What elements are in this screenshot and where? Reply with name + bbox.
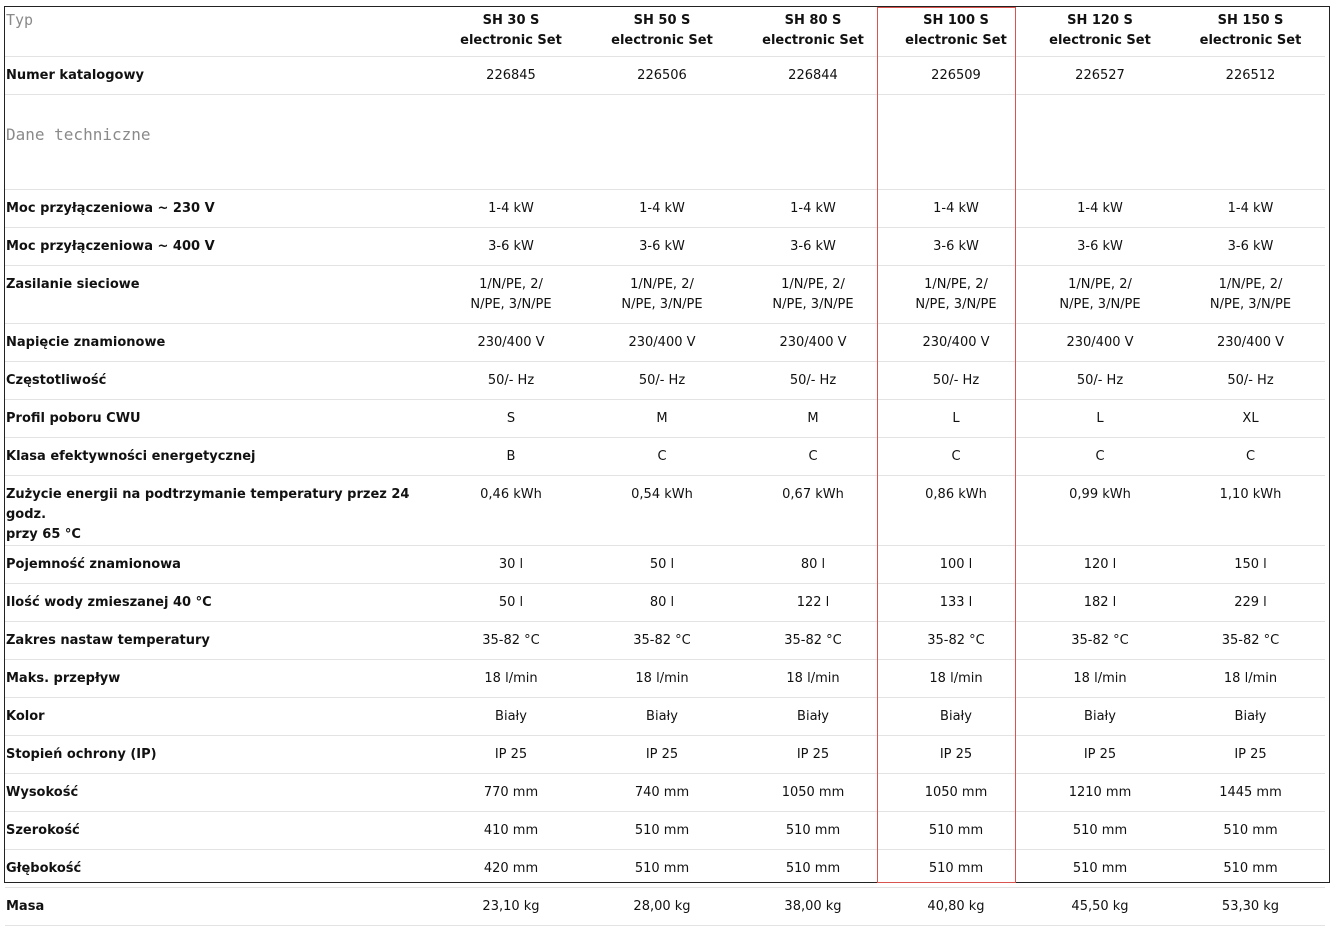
- model-header: [436, 7, 586, 56]
- row-label: Moc przyłączeniowa ~ 230 V: [5, 189, 436, 227]
- cell-value: 182 l: [1024, 583, 1176, 621]
- cell-value: 18 l/min: [888, 659, 1024, 697]
- model-header: [1024, 7, 1176, 56]
- table-row: [5, 887, 1325, 925]
- cell-value: 510 mm: [1024, 849, 1176, 887]
- cell-value: 510 mm: [738, 849, 888, 887]
- row-label: Stopień ochrony (IP): [5, 735, 436, 773]
- row-label: Zużycie energii na podtrzymanie temperatury przez 24 godz. przy 65 °C: [5, 475, 436, 545]
- cell-value: 30 l: [436, 545, 586, 583]
- cell-value: 510 mm: [586, 811, 738, 849]
- table-row: [5, 659, 1325, 697]
- cell-value: IP 25: [888, 735, 1024, 773]
- cell-value: 18 l/min: [738, 659, 888, 697]
- cell-value: 226506: [586, 56, 738, 94]
- cell-value: 100 l: [888, 545, 1024, 583]
- table-row: [5, 773, 1325, 811]
- model-variant: electronic Set: [905, 33, 1007, 48]
- cell-value: 740 mm: [586, 773, 738, 811]
- cell-value: C: [888, 437, 1024, 475]
- cell-value: 3-6 kW: [436, 227, 586, 265]
- cell-value: 18 l/min: [586, 659, 738, 697]
- model-header: [738, 7, 888, 56]
- cell-value: 122 l: [738, 583, 888, 621]
- cell-value: 1-4 kW: [888, 189, 1024, 227]
- cell-value: 226512: [1176, 56, 1325, 94]
- cell-value: 226527: [1024, 56, 1176, 94]
- cell-value: 1050 mm: [738, 773, 888, 811]
- row-label: Wysokość: [5, 773, 436, 811]
- cell-value: 1/N/PE, 2/ N/PE, 3/N/PE: [436, 265, 586, 323]
- catalog-row: [5, 56, 1325, 94]
- cell-value: M: [586, 399, 738, 437]
- cell-value: 1/N/PE, 2/ N/PE, 3/N/PE: [738, 265, 888, 323]
- cell-value: 50/- Hz: [1176, 361, 1325, 399]
- cell-value: 229 l: [1176, 583, 1325, 621]
- row-label: Profil poboru CWU: [5, 399, 436, 437]
- cell-value: 80 l: [586, 583, 738, 621]
- cell-value: IP 25: [1176, 735, 1325, 773]
- model-variant: electronic Set: [611, 33, 713, 48]
- row-label: Numer katalogowy: [5, 56, 436, 94]
- cell-value: 35-82 °C: [1176, 621, 1325, 659]
- cell-value: C: [1176, 437, 1325, 475]
- cell-value: 3-6 kW: [586, 227, 738, 265]
- cell-value: 28,00 kg: [586, 887, 738, 925]
- header-row: [5, 7, 1325, 56]
- spec-table: [5, 7, 1325, 926]
- cell-value: 1/N/PE, 2/ N/PE, 3/N/PE: [586, 265, 738, 323]
- cell-value: 226844: [738, 56, 888, 94]
- table-row: [5, 849, 1325, 887]
- table-row: [5, 621, 1325, 659]
- model-header: [1176, 7, 1325, 56]
- cell-value: 1-4 kW: [1176, 189, 1325, 227]
- table-row: [5, 189, 1325, 227]
- cell-value: 0,67 kWh: [738, 475, 888, 545]
- cell-value: 18 l/min: [436, 659, 586, 697]
- table-row: [5, 399, 1325, 437]
- table-row: [5, 735, 1325, 773]
- row-label: Napięcie znamionowe: [5, 323, 436, 361]
- cell-value: M: [738, 399, 888, 437]
- table-row: [5, 545, 1325, 583]
- cell-value: 50 l: [436, 583, 586, 621]
- cell-value: 1-4 kW: [738, 189, 888, 227]
- table-row: [5, 583, 1325, 621]
- cell-value: C: [586, 437, 738, 475]
- cell-value: 1,10 kWh: [1176, 475, 1325, 545]
- row-label: Pojemność znamionowa: [5, 545, 436, 583]
- row-label: Maks. przepływ: [5, 659, 436, 697]
- cell-value: 40,80 kg: [888, 887, 1024, 925]
- cell-value: IP 25: [586, 735, 738, 773]
- cell-value: 18 l/min: [1024, 659, 1176, 697]
- cell-value: Biały: [586, 697, 738, 735]
- model-name: SH 100 S: [923, 13, 989, 28]
- model-name: SH 80 S: [784, 13, 842, 28]
- cell-value: 510 mm: [1024, 811, 1176, 849]
- cell-value: 35-82 °C: [1024, 621, 1176, 659]
- section-title: Dane techniczne: [5, 94, 436, 189]
- cell-value: 510 mm: [1176, 811, 1325, 849]
- cell-value: 420 mm: [436, 849, 586, 887]
- cell-value: 1/N/PE, 2/ N/PE, 3/N/PE: [1024, 265, 1176, 323]
- header-label: Typ: [5, 7, 436, 56]
- cell-value: IP 25: [436, 735, 586, 773]
- cell-value: 510 mm: [888, 849, 1024, 887]
- cell-value: XL: [1176, 399, 1325, 437]
- cell-value: 18 l/min: [1176, 659, 1325, 697]
- cell-value: L: [888, 399, 1024, 437]
- cell-value: 50 l: [586, 545, 738, 583]
- cell-value: 50/- Hz: [888, 361, 1024, 399]
- cell-value: 1-4 kW: [586, 189, 738, 227]
- cell-value: Biały: [436, 697, 586, 735]
- model-name: SH 120 S: [1067, 13, 1133, 28]
- row-label: Zakres nastaw temperatury: [5, 621, 436, 659]
- cell-value: 35-82 °C: [586, 621, 738, 659]
- row-label: Szerokość: [5, 811, 436, 849]
- table-row: [5, 265, 1325, 323]
- cell-value: 510 mm: [888, 811, 1024, 849]
- cell-value: 150 l: [1176, 545, 1325, 583]
- cell-value: Biały: [888, 697, 1024, 735]
- cell-value: B: [436, 437, 586, 475]
- cell-value: 510 mm: [738, 811, 888, 849]
- model-name: SH 30 S: [482, 13, 540, 28]
- cell-value: 0,46 kWh: [436, 475, 586, 545]
- table-row: [5, 227, 1325, 265]
- cell-value: 23,10 kg: [436, 887, 586, 925]
- cell-value: 1445 mm: [1176, 773, 1325, 811]
- row-label: Masa: [5, 887, 436, 925]
- row-label: Ilość wody zmieszanej 40 °C: [5, 583, 436, 621]
- cell-value: IP 25: [1024, 735, 1176, 773]
- cell-value: 3-6 kW: [738, 227, 888, 265]
- table-row: [5, 475, 1325, 545]
- cell-value: C: [1024, 437, 1176, 475]
- cell-value: 1210 mm: [1024, 773, 1176, 811]
- model-header: [586, 7, 738, 56]
- cell-value: L: [1024, 399, 1176, 437]
- cell-value: 1050 mm: [888, 773, 1024, 811]
- model-name: SH 50 S: [633, 13, 691, 28]
- cell-value: 230/400 V: [436, 323, 586, 361]
- cell-value: 0,54 kWh: [586, 475, 738, 545]
- cell-value: Biały: [1176, 697, 1325, 735]
- model-variant: electronic Set: [1049, 33, 1151, 48]
- cell-value: 35-82 °C: [436, 621, 586, 659]
- cell-value: 45,50 kg: [1024, 887, 1176, 925]
- cell-value: 50/- Hz: [436, 361, 586, 399]
- row-label: Klasa efektywności energetycznej: [5, 437, 436, 475]
- table-row: [5, 811, 1325, 849]
- section-row: [5, 94, 1325, 189]
- cell-value: 770 mm: [436, 773, 586, 811]
- row-label: Głębokość: [5, 849, 436, 887]
- cell-value: 230/400 V: [738, 323, 888, 361]
- model-variant: electronic Set: [460, 33, 562, 48]
- row-label: Moc przyłączeniowa ~ 400 V: [5, 227, 436, 265]
- cell-value: 1-4 kW: [436, 189, 586, 227]
- cell-value: 410 mm: [436, 811, 586, 849]
- cell-value: S: [436, 399, 586, 437]
- row-label: Kolor: [5, 697, 436, 735]
- cell-value: 510 mm: [586, 849, 738, 887]
- row-label: Zasilanie sieciowe: [5, 265, 436, 323]
- cell-value: 230/400 V: [888, 323, 1024, 361]
- cell-value: 226509: [888, 56, 1024, 94]
- cell-value: 230/400 V: [1176, 323, 1325, 361]
- model-variant: electronic Set: [762, 33, 864, 48]
- model-name: SH 150 S: [1217, 13, 1284, 28]
- model-header: [888, 7, 1024, 56]
- cell-value: 1/N/PE, 2/ N/PE, 3/N/PE: [1176, 265, 1325, 323]
- cell-value: 80 l: [738, 545, 888, 583]
- cell-value: 50/- Hz: [738, 361, 888, 399]
- cell-value: 510 mm: [1176, 849, 1325, 887]
- cell-value: 133 l: [888, 583, 1024, 621]
- cell-value: 230/400 V: [586, 323, 738, 361]
- cell-value: 50/- Hz: [586, 361, 738, 399]
- cell-value: 226845: [436, 56, 586, 94]
- cell-value: 35-82 °C: [888, 621, 1024, 659]
- cell-value: 230/400 V: [1024, 323, 1176, 361]
- cell-value: 0,99 kWh: [1024, 475, 1176, 545]
- table-row: [5, 437, 1325, 475]
- table-row: [5, 697, 1325, 735]
- cell-value: 120 l: [1024, 545, 1176, 583]
- cell-value: 3-6 kW: [888, 227, 1024, 265]
- cell-value: 38,00 kg: [738, 887, 888, 925]
- row-label: Częstotliwość: [5, 361, 436, 399]
- cell-value: 1-4 kW: [1024, 189, 1176, 227]
- table-row: [5, 323, 1325, 361]
- model-variant: electronic Set: [1199, 33, 1302, 48]
- cell-value: 53,30 kg: [1176, 887, 1325, 925]
- table-row: [5, 361, 1325, 399]
- cell-value: IP 25: [738, 735, 888, 773]
- cell-value: 50/- Hz: [1024, 361, 1176, 399]
- cell-value: Biały: [1024, 697, 1176, 735]
- cell-value: C: [738, 437, 888, 475]
- cell-value: 0,86 kWh: [888, 475, 1024, 545]
- cell-value: 3-6 kW: [1024, 227, 1176, 265]
- cell-value: 35-82 °C: [738, 621, 888, 659]
- cell-value: 1/N/PE, 2/ N/PE, 3/N/PE: [888, 265, 1024, 323]
- cell-value: Biały: [738, 697, 888, 735]
- cell-value: 3-6 kW: [1176, 227, 1325, 265]
